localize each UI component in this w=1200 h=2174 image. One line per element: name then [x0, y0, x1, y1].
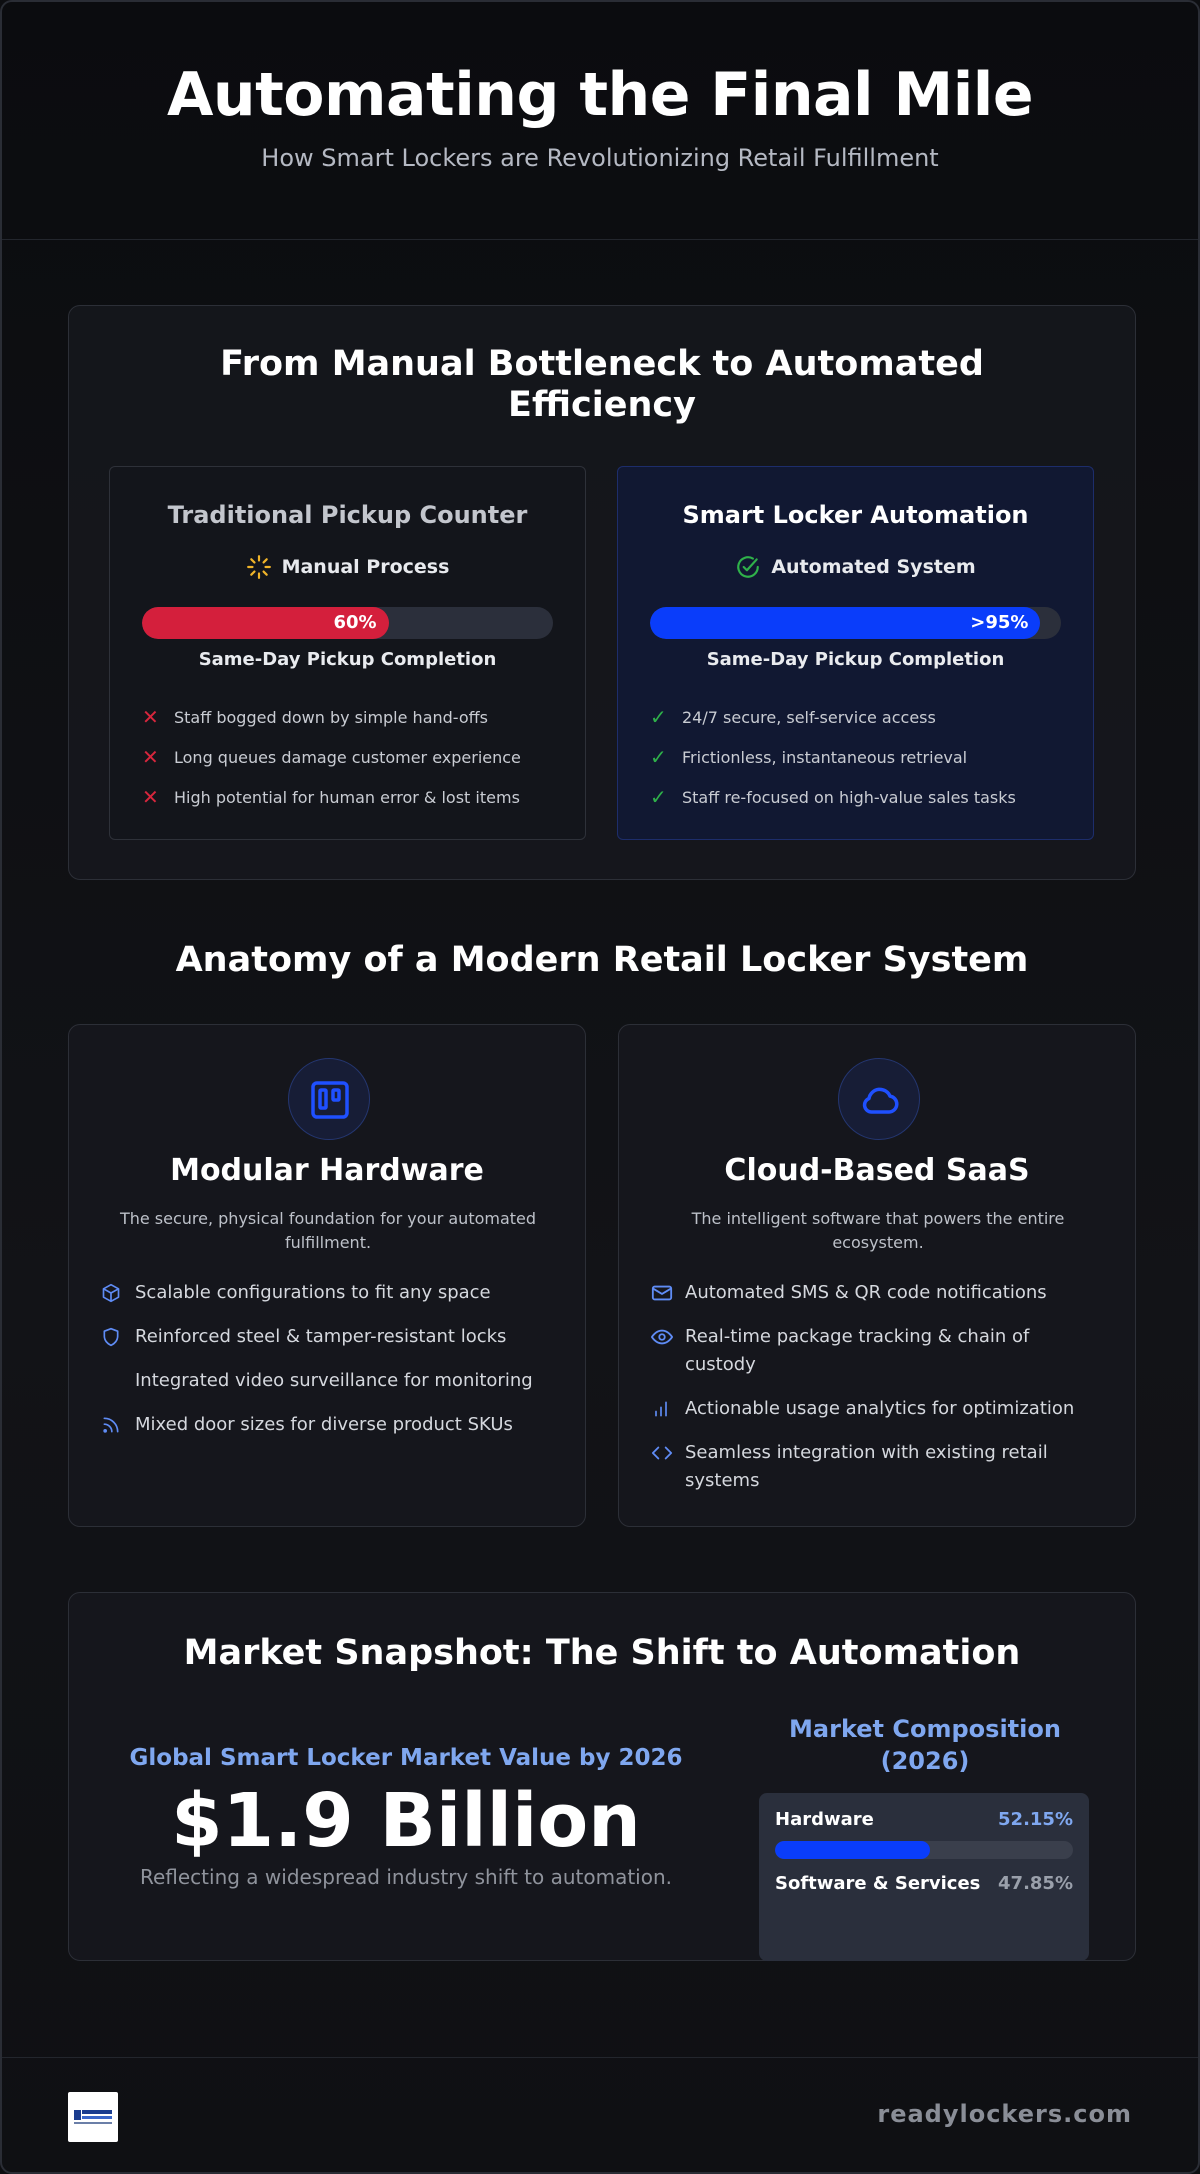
software-features [651, 1279, 1101, 1511]
market-value: $1.9 Billion [171, 1778, 641, 1864]
smart-progress-bar [650, 607, 1061, 639]
composition-percent: 52.15% [998, 1809, 1073, 1830]
point-text: Staff bogged down by simple hand-offs [174, 707, 489, 727]
composition-row-software [775, 1873, 1073, 1894]
cube-icon [101, 1283, 121, 1303]
point-text: Frictionless, instantaneous retrieval [682, 747, 968, 767]
composition-percent: 47.85% [998, 1873, 1073, 1894]
comparison-title: From Manual Bottleneck to Automated Efficiency [220, 344, 984, 425]
point-text: Staff re-focused on high-value sales tasks [682, 787, 1016, 807]
list-item [101, 1411, 551, 1439]
composition-bar [775, 1841, 1073, 1859]
list-item [651, 1439, 1101, 1495]
eye-icon [651, 1326, 673, 1348]
composition-bar-fill [775, 1841, 930, 1859]
automated-system-text: Automated System [771, 556, 976, 578]
smart-points [650, 697, 1070, 817]
traditional-bar-label: Same-Day Pickup Completion [198, 649, 497, 670]
software-title: Cloud-Based SaaS [724, 1153, 1030, 1188]
point-text: 24/7 secure, self-service access [682, 707, 936, 727]
rss-icon [101, 1415, 121, 1435]
list-item [651, 1279, 1101, 1307]
list-item [142, 697, 562, 737]
page-footer [2, 2057, 1198, 2174]
x-mark-icon: ✕ [142, 785, 159, 809]
hardware-features [101, 1279, 551, 1455]
list-item [651, 1395, 1101, 1423]
list-item [651, 1323, 1101, 1379]
comparison-section [68, 305, 1136, 880]
logo-mark-icon [68, 2092, 118, 2142]
x-mark-icon: ✕ [142, 745, 159, 769]
composition-row-hardware [775, 1809, 1073, 1830]
smart-progress-fill: >95% [650, 607, 1040, 639]
loader-icon [246, 554, 272, 580]
anatomy-title: Anatomy of a Modern Retail Locker System [175, 940, 1029, 980]
list-item [101, 1367, 551, 1395]
market-title: Market Snapshot: The Shift to Automation [183, 1633, 1021, 1673]
feature-text: Mixed door sizes for diverse product SKUs [135, 1414, 513, 1435]
checkmark-icon: ✓ [650, 785, 667, 809]
locker-icon [310, 1080, 350, 1120]
feature-text: Automated SMS & QR code notifications [685, 1282, 1047, 1303]
traditional-progress-fill: 60% [142, 607, 389, 639]
feature-text: Integrated video surveillance for monitoring [135, 1370, 533, 1391]
shield-icon [101, 1327, 121, 1347]
list-item [101, 1323, 551, 1351]
market-note: Reflecting a widespread industry shift to automation. [139, 1865, 673, 1889]
traditional-title: Traditional Pickup Counter [167, 501, 528, 529]
traditional-card [109, 466, 586, 840]
smart-locker-card [617, 466, 1094, 840]
list-item [142, 737, 562, 777]
automated-system-label [618, 554, 1093, 580]
list-item [650, 777, 1070, 817]
composition-name: Hardware [775, 1809, 874, 1830]
code-icon [651, 1442, 673, 1464]
cloud-icon [860, 1080, 900, 1120]
smart-bar-label: Same-Day Pickup Completion [706, 649, 1005, 670]
point-text: Long queues damage customer experience [174, 747, 521, 767]
bar-chart-icon [651, 1399, 671, 1419]
list-item [650, 697, 1070, 737]
checkmark-icon: ✓ [650, 745, 667, 769]
blank-icon [101, 1367, 135, 1395]
feature-text: Seamless integration with existing retail systems [685, 1442, 1048, 1491]
page-title: Automating the Final Mile [166, 60, 1034, 130]
list-item [101, 1279, 551, 1307]
composition-title: Market Composition (2026) [789, 1715, 1061, 1775]
feature-text: Actionable usage analytics for optimization [685, 1398, 1075, 1419]
software-icon-circle [838, 1058, 920, 1140]
composition-name: Software & Services [775, 1873, 981, 1894]
hardware-desc: The secure, physical foundation for your automated fulfillment. [119, 1209, 537, 1252]
feature-text: Reinforced steel & tamper-resistant locks [135, 1326, 507, 1347]
hardware-icon-circle [288, 1058, 370, 1140]
checkmark-icon: ✓ [650, 705, 667, 729]
page-subtitle: How Smart Lockers are Revolutionizing Retail Fulfillment [261, 144, 939, 172]
list-item [650, 737, 1070, 777]
website-link[interactable]: readylockers.com [877, 2100, 1132, 2128]
page-header [2, 2, 1198, 240]
software-desc: The intelligent software that powers the entire ecosystem. [691, 1209, 1065, 1252]
feature-text: Real-time package tracking & chain of custody [685, 1326, 1030, 1375]
feature-text: Scalable configurations to fit any space [135, 1282, 491, 1303]
traditional-progress-bar [142, 607, 553, 639]
market-section [68, 1592, 1136, 1961]
smart-locker-title: Smart Locker Automation [682, 501, 1029, 529]
point-text: High potential for human error & lost items [174, 787, 520, 807]
list-item [142, 777, 562, 817]
hardware-title: Modular Hardware [170, 1153, 484, 1188]
market-value-label: Global Smart Locker Market Value by 2026 [129, 1745, 683, 1771]
composition-box [759, 1793, 1089, 1961]
traditional-points [142, 697, 562, 817]
mail-icon [651, 1282, 673, 1304]
hardware-card [68, 1024, 586, 1527]
software-card [618, 1024, 1136, 1527]
ready-lockers-logo [68, 2092, 118, 2142]
x-mark-icon: ✕ [142, 705, 159, 729]
check-circle-icon [735, 554, 761, 580]
manual-process-label [110, 554, 585, 580]
manual-process-text: Manual Process [281, 556, 450, 578]
